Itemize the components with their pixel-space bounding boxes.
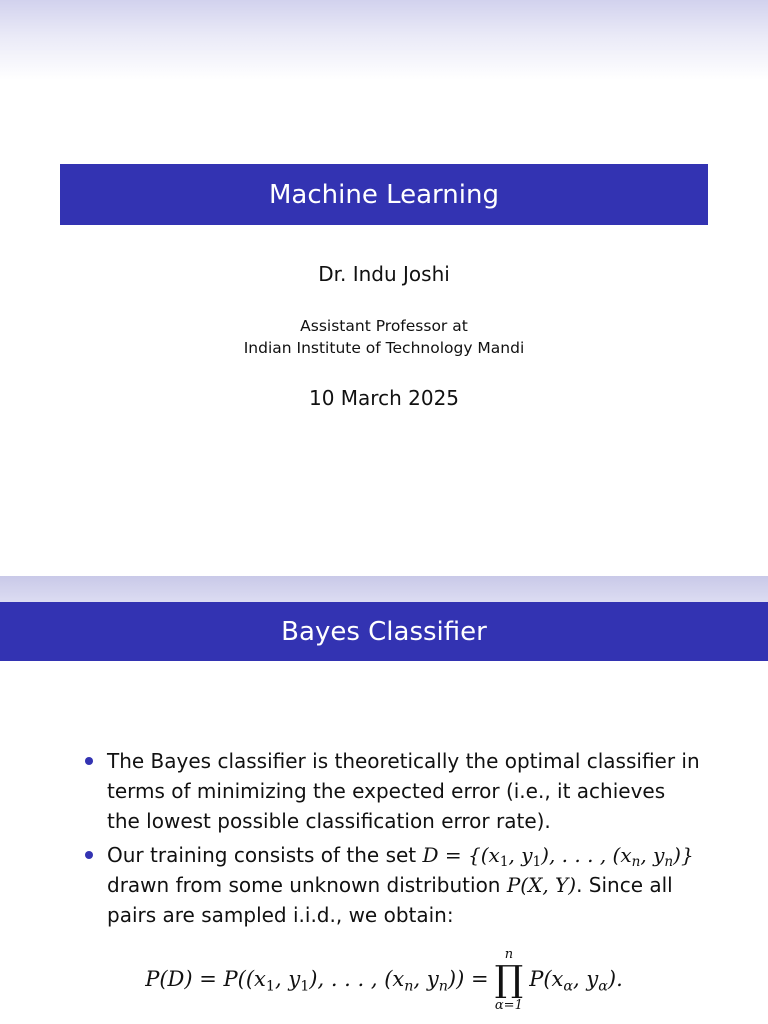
author-name: Dr. Indu Joshi	[318, 262, 450, 286]
list-item	[82, 746, 702, 836]
affiliation-line-1: Assistant Professor at	[300, 317, 468, 335]
header-gradient	[0, 0, 768, 80]
product-symbol: ∏	[494, 959, 524, 1000]
distribution-expression: P(X, Y)	[506, 873, 577, 897]
presentation-date: 10 March 2025	[308, 386, 460, 410]
header-strip	[0, 576, 768, 602]
presentation-title-text: Machine Learning	[269, 179, 499, 210]
bullet-icon	[85, 851, 93, 859]
bullet-text-2b: drawn from some unknown distribution	[107, 873, 507, 897]
bullet-text-2c: . Since all pairs are sampled i.i.d., we obtain:	[107, 873, 673, 927]
product-upper-limit: n	[504, 947, 514, 962]
equation-rhs: $P(x_\alpha$, $y_\alpha$).	[529, 967, 623, 995]
presentation-title	[60, 164, 708, 225]
bullet-icon	[85, 757, 93, 765]
bullet-text-2a: Our training consists of the set	[107, 843, 423, 867]
affiliation	[0, 315, 768, 359]
bullet-text-1: The Bayes classifier is theoretically the optimal classifier in terms of minimizing the expected error (i.e., it achieves the lowest possible classification error rate).	[107, 749, 700, 833]
likelihood-equation	[0, 939, 768, 1019]
affiliation-line-2: Indian Institute of Technology Mandi	[243, 339, 525, 357]
list-item	[82, 840, 702, 930]
product-operator	[495, 948, 524, 1014]
frame-title	[0, 602, 768, 661]
set-expression: $D = \{(x_1$, $y_1$), . . . , ($x_n$, $y_n$)}	[422, 843, 694, 871]
frame-title-text: Bayes Classifier	[281, 616, 487, 647]
bullet-list	[82, 746, 702, 934]
product-lower-limit: α=1	[494, 998, 523, 1013]
equation-lhs: $P(D) = P((x_1$, $y_1$), . . . , ($x_n$, $y_n$)) =	[145, 967, 489, 995]
content-slide	[0, 576, 768, 1024]
